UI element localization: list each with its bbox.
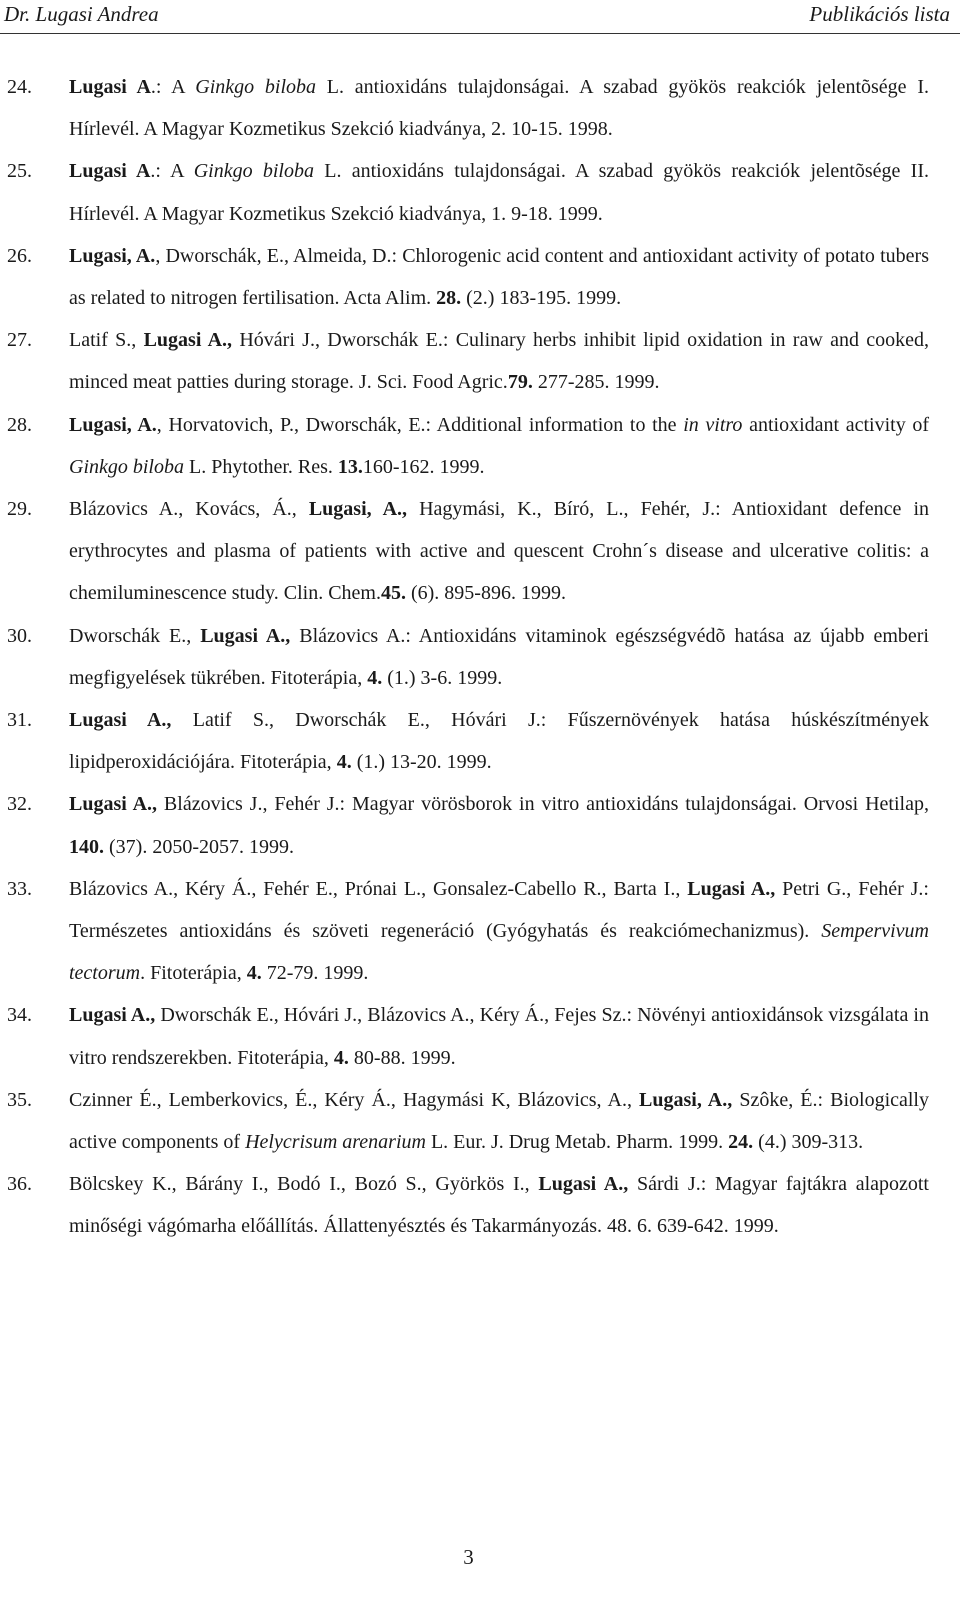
entry-number: 36. [7, 1173, 32, 1196]
entry-number: 30. [7, 624, 32, 647]
publication-entry [0, 783, 960, 867]
citation-text: . Fitoterápia, [140, 962, 247, 985]
publication-entry [0, 235, 960, 319]
citation-bold-text: 4. [367, 666, 383, 689]
citation-italic-text: Ginkgo biloba [195, 76, 317, 98]
citation-italic-text: Ginkgo biloba [193, 160, 314, 183]
entry-number: 29. [7, 498, 32, 521]
publication-entry [0, 404, 960, 488]
citation-text: L. antioxidáns tulajdonságai. A szabad gyökös reakciók jelentõsége I. Hírlevél. A Magyar Kozmetikus Szekció kiadványa, 2. 10-15. 1998. [69, 76, 929, 141]
citation-bold-text: 4. [246, 962, 262, 985]
citation-text: L. antioxidáns tulajdonságai. A szabad gyökös reakciók jelentõsége II. Hírlevél. A Magyar Kozmetikus Szekció kiadványa, 1. 9-18. 1999. [69, 160, 929, 225]
entry-citation [69, 868, 929, 995]
entry-number: 28. [7, 413, 32, 436]
citation-bold-text: Lugasi, A., [308, 498, 408, 521]
citation-text: , Horvatovich, P., Dworschák, E.: Additional information to the [156, 413, 684, 436]
citation-text: 160-162. 1999. [362, 455, 485, 478]
citation-text: L. Phytother. Res. [184, 455, 338, 478]
entry-number: 31. [7, 709, 32, 732]
entry-citation [69, 615, 929, 699]
citation-text: Sárdi J.: Magyar fajtákra alapozott minőségi vágómarha előállítás. Állattenyésztés és Takarmányozás. 48. 6. 639-642. 1999. [69, 1173, 929, 1238]
entry-number: 33. [7, 877, 32, 900]
entry-citation [69, 404, 929, 488]
citation-bold-text: Lugasi A [69, 76, 151, 98]
entry-citation [69, 319, 929, 403]
citation-text: Blázovics A., Kéry Á., Fehér E., Prónai L., Gonsalez-Cabello R., Barta I., [69, 877, 688, 900]
publication-entry [0, 1079, 960, 1163]
entry-number: 35. [7, 1088, 32, 1111]
citation-bold-text: 4. [336, 751, 352, 774]
entry-citation [69, 66, 929, 150]
publication-entry [0, 615, 960, 699]
publication-entry [0, 868, 960, 995]
citation-bold-text: Lugasi, A. [69, 413, 157, 436]
publication-entry [0, 150, 960, 234]
citation-bold-text: Lugasi A., [69, 709, 172, 732]
citation-text: (1.) 3-6. 1999. [382, 666, 503, 689]
publication-entry [0, 1163, 960, 1247]
entry-citation [69, 488, 929, 615]
citation-text: .: A [150, 76, 196, 98]
citation-text: Petri G., Fehér J.: Természetes antioxidáns és szöveti regeneráció (Gyógyhatás és reakciómechanizmus). [69, 877, 929, 943]
citation-text: Latif S., [69, 329, 144, 352]
citation-text: Blázovics J., Fehér J.: Magyar vörösborok in vitro antioxidáns tulajdonságai. Orvosi Hetilap, [157, 793, 929, 816]
citation-bold-text: 13. [337, 455, 363, 478]
publication-list [0, 66, 960, 1248]
entry-number: 34. [7, 1004, 32, 1027]
entry-citation [69, 1163, 929, 1247]
citation-bold-text: Lugasi A., [200, 624, 291, 647]
citation-text: 277-285. 1999. [532, 371, 660, 394]
citation-italic-text: Sempervivum tectorum [69, 920, 929, 985]
header-author: Dr. Lugasi Andrea [4, 2, 159, 26]
citation-italic-text: in vitro [683, 413, 743, 436]
entry-citation [69, 699, 929, 783]
citation-text: antioxidant activity of [742, 413, 929, 436]
citation-italic-text: Ginkgo biloba [69, 455, 184, 478]
citation-bold-text: 140. [69, 835, 104, 858]
citation-text: Szôke, É.: Biologically active components of [69, 1088, 929, 1154]
citation-text: Bölcskey K., Bárány I., Bodó I., Bozó S., Györkös I., [69, 1173, 539, 1196]
publication-entry [0, 66, 960, 150]
citation-text: L. Eur. J. Drug Metab. Pharm. 1999. [425, 1131, 729, 1154]
entry-citation [69, 235, 929, 319]
citation-bold-text: Lugasi A [69, 160, 151, 183]
entry-citation [69, 1079, 929, 1163]
entry-number: 25. [7, 160, 32, 183]
publication-entry [0, 319, 960, 403]
citation-text: 80-88. 1999. [348, 1046, 456, 1069]
header-title: Publikációs lista [809, 2, 950, 26]
citation-text: Blázovics A.: Antioxidáns vitaminok egészségvédõ hatása az újabb emberi megfigyelések tükrében. Fitoterápia, [69, 624, 929, 689]
entry-number: 26. [7, 244, 32, 267]
citation-bold-text: Lugasi A., [69, 1004, 156, 1027]
citation-text: , Dworschák, E., Almeida, D.: Chlorogenic acid content and antioxidant activity of potato tubers as related to nitrogen fertilisation. Acta Alim. [69, 244, 929, 310]
entry-citation [69, 994, 929, 1078]
citation-italic-text: Helycrisum arenarium [245, 1131, 426, 1154]
header-rule [0, 33, 960, 34]
publication-entry [0, 488, 960, 615]
citation-bold-text: Lugasi A., [69, 793, 158, 816]
citation-text: Blázovics A., Kovács, Á., [69, 498, 309, 521]
citation-text: Czinner É., Lemberkovics, É., Kéry Á., Hagymási K, Blázovics, A., [69, 1088, 640, 1111]
citation-bold-text: 45. [380, 582, 406, 605]
page-header [4, 0, 950, 32]
citation-text: 72-79. 1999. [261, 962, 369, 985]
citation-text: (37). 2050-2057. 1999. [104, 835, 294, 858]
citation-bold-text: Lugasi A., [538, 1173, 629, 1196]
citation-bold-text: 28. [436, 287, 462, 310]
citation-text: Latif S., Dworschák E., Hóvári J.: Fűszernövények hatása húskészítmények lipidperoxidációjára. Fitoterápia, [69, 709, 929, 774]
citation-bold-text: 4. [333, 1046, 349, 1069]
entry-citation [69, 150, 929, 234]
citation-text: (2.) 183-195. 1999. [461, 287, 622, 310]
citation-text: Hagymási, K., Bíró, L., Fehér, J.: Antioxidant defence in erythrocytes and plasma of patients with active and quescent Crohn´s disease and ulcerative colitis: a chemiluminescence study. Clin. Chem. [69, 498, 929, 605]
citation-text: .: A [150, 160, 194, 183]
citation-text: Dworschák E., Hóvári J., Blázovics A., Kéry Á., Fejes Sz.: Növényi antioxidánsok vizsgálata in vitro rendszerekben. Fitoterápia, [69, 1004, 929, 1069]
citation-bold-text: Lugasi A., [143, 329, 233, 352]
page-number: 3 [463, 1545, 474, 1569]
citation-bold-text: Lugasi, A. [69, 244, 156, 267]
entry-number: 32. [7, 793, 32, 816]
citation-text: (6). 895-896. 1999. [405, 582, 566, 605]
citation-text: Hóvári J., Dworschák E.: Culinary herbs inhibit lipid oxidation in raw and cooked, minced meat patties during storage. J. Sci. Food Agric. [69, 329, 929, 394]
publication-entry [0, 699, 960, 783]
citation-text: Dworschák E., [69, 624, 201, 647]
citation-bold-text: 79. [507, 371, 533, 394]
citation-bold-text: Lugasi, A., [639, 1088, 733, 1111]
citation-bold-text: 24. [728, 1131, 754, 1154]
citation-bold-text: Lugasi A., [687, 877, 776, 900]
entry-number: 27. [7, 329, 32, 352]
entry-number: 24. [7, 76, 32, 98]
publication-entry [0, 994, 960, 1078]
entry-citation [69, 783, 929, 867]
citation-text: (1.) 13-20. 1999. [351, 751, 492, 774]
citation-text: (4.) 309-313. [753, 1131, 864, 1154]
